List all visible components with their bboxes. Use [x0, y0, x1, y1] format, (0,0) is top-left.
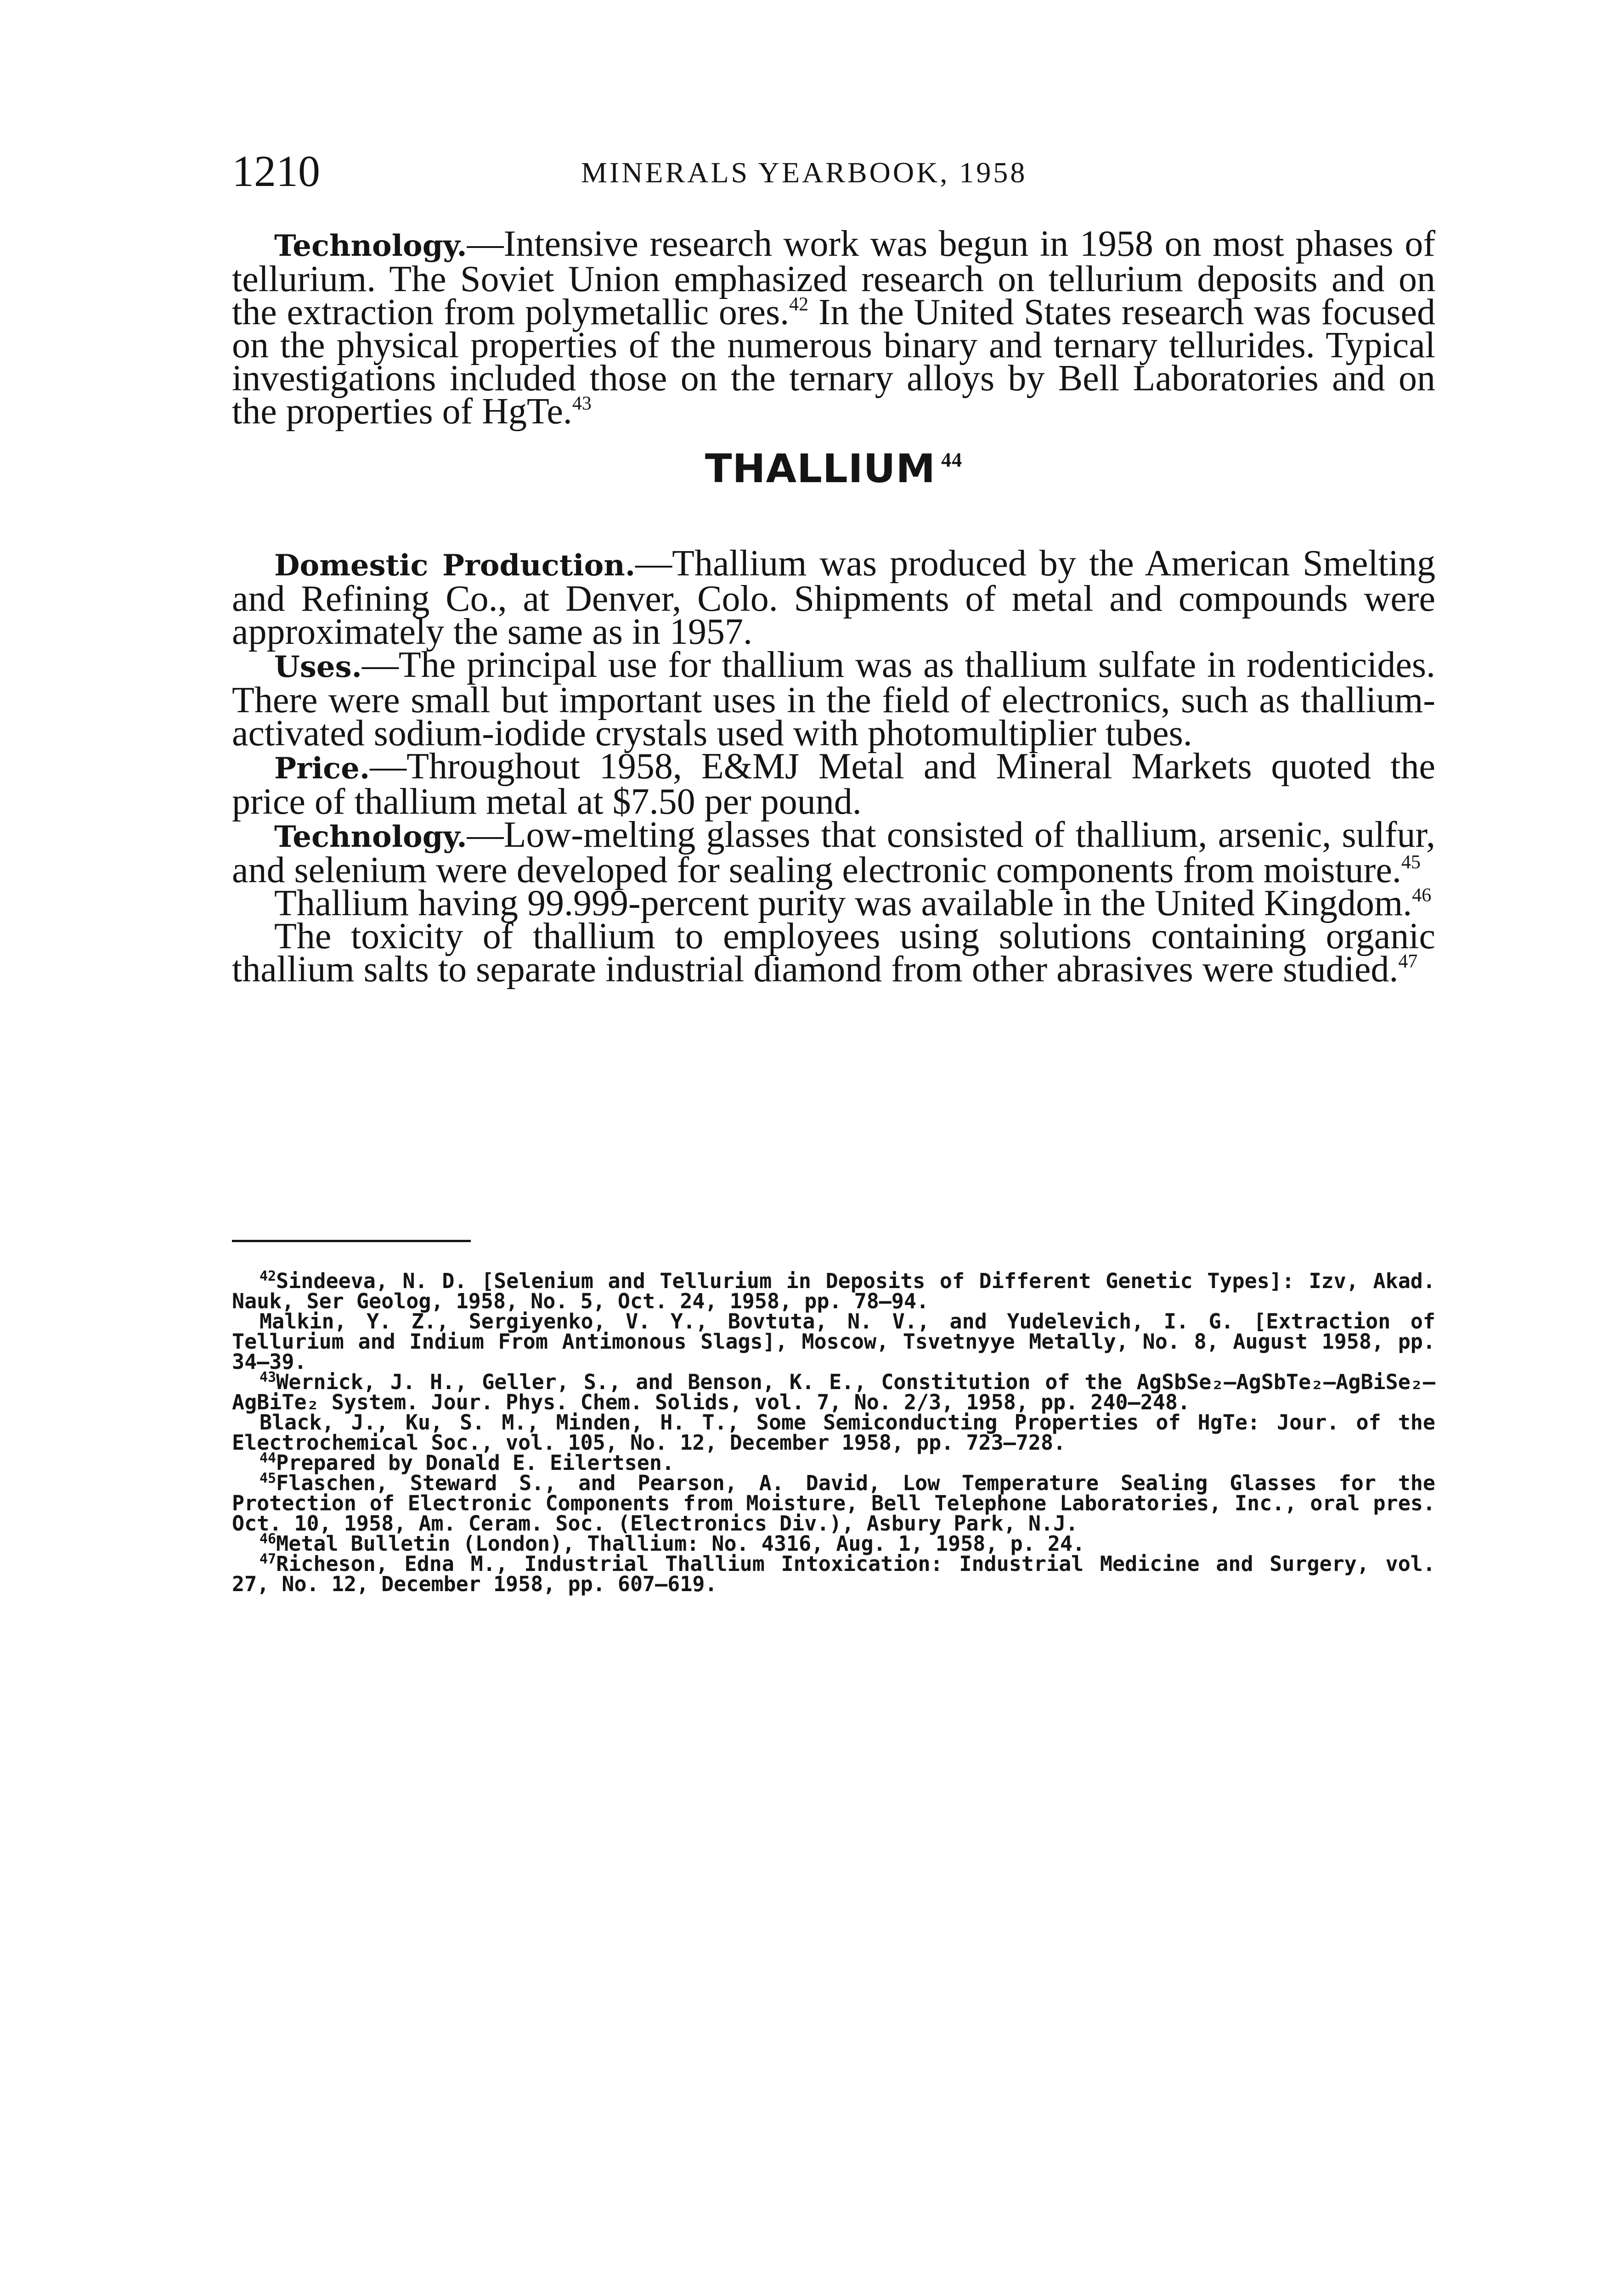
footnote-item [232, 1470, 1435, 1536]
footnote-item [232, 1531, 1435, 1556]
footnote-divider [232, 1240, 471, 1242]
domestic-production-paragraph [232, 543, 1435, 652]
footnote-text: Flaschen, Steward S., and Pearson, A. David, Low Temperature Sealing Glasses for the Protection of Electronic Components from Moisture, Bell Telephone Laboratories, Inc., oral pres. Oct. 10, 1958, Am. Ceram. Soc. (Electronics Div.), Asbury Park, N.J. [232, 1471, 1435, 1536]
footnote-item [232, 1450, 1435, 1475]
page-header [232, 146, 1435, 197]
footnote-text: Richeson, Edna M., Industrial Thallium Intoxication: Industrial Medicine and Surgery, vol. 27, No. 12, December 1958, pp. 607–619. [232, 1552, 1435, 1596]
footnote-number: 47 [260, 1551, 277, 1567]
footnote-ref: 46 [1412, 885, 1432, 906]
run-in-heading: Uses. [274, 650, 362, 684]
footnote-text: Malkin, Y. Z., Sergiyenko, V. Y., Bovtuta, N. V., and Yudelevich, I. G. [Extraction of Tellurium and Indium From Antimonous Slags], Moscow, Tsvetnyye Metally, No. 8, August 1958, pp. 34–39. [232, 1309, 1435, 1374]
footnote-item [232, 1412, 1435, 1453]
footnote-text: Black, J., Ku, S. M., Minden, H. T., Some Semiconducting Properties of HgTe: Jour. of the Electrochemical Soc., vol. 105, No. 12, December 1958, pp. 723–728. [232, 1410, 1435, 1455]
technology-paragraph [232, 815, 1435, 890]
footnote-text: Sindeeva, N. D. [Selenium and Tellurium in Deposits of Different Genetic Types]: Izv, Akad. Nauk, Ser Geolog, 1958, No. 5, Oct. 24, 1958, pp. 78–94. [232, 1269, 1435, 1313]
footnote-ref: 42 [789, 294, 809, 315]
purity-paragraph [232, 883, 1435, 923]
paragraph-text: In the United States research was focused on the physical properties of the numerous binary and ternary tellurides. Typical investigations included those on the ternary alloys by Bell Laboratories and on the properties of HgTe. [232, 292, 1435, 432]
run-in-heading: Domestic Production. [274, 548, 636, 583]
footnotes [232, 1268, 1435, 1596]
footnote-ref: 44 [941, 449, 963, 471]
toxicity-paragraph [232, 916, 1435, 990]
paragraph-text: —Thallium was produced by the American Smelting and Refining Co., at Denver, Colo. Shipments of metal and compounds were approximately the same as in 1957. [232, 543, 1435, 652]
body-text [232, 224, 1435, 990]
footnote-number: 43 [260, 1369, 277, 1385]
page-number: 1210 [232, 146, 320, 196]
footnote-number: 44 [260, 1450, 277, 1466]
paragraph-text: —Low-melting glasses that consisted of thallium, arsenic, sulfur, and selenium were developed for sealing electronic components from moisture. [232, 815, 1435, 890]
tellurium-technology-paragraph [232, 224, 1435, 432]
footnote-text: Metal Bulletin (London), Thallium: No. 4316, Aug. 1, 1958, p. 24. [276, 1531, 1085, 1556]
paragraph-text: —Throughout 1958, E&MJ Metal and Mineral Markets quoted the price of thallium metal at $7.50 per pound. [232, 746, 1435, 822]
footnote-text: Prepared by Donald E. Eilertsen. [276, 1451, 675, 1475]
section-title-text: THALLIUM [705, 446, 936, 492]
paragraph-text: Thallium having 99.999-percent purity was available in the United Kingdom. [274, 883, 1412, 923]
footnote-number: 46 [260, 1531, 277, 1547]
footnote-ref: 43 [572, 393, 592, 414]
footnote-item [232, 1311, 1435, 1372]
run-in-heading: Price. [274, 751, 370, 786]
footnote-number: 45 [260, 1470, 277, 1486]
section-title [232, 437, 1435, 492]
paragraph-text: —The principal use for thallium was as thallium sulfate in rodenticides. There were small but important uses in the field of electronics, such as thallium-activated sodium-iodide crystals used with photomultiplier tubes. [232, 645, 1435, 754]
paragraph-text: The toxicity of thallium to employees using solutions containing organic thallium salts to separate industrial diamond from other abrasives were studied. [232, 916, 1435, 990]
footnote-item [232, 1268, 1435, 1313]
price-paragraph [232, 746, 1435, 822]
footnote-number: 42 [260, 1268, 277, 1284]
uses-paragraph [232, 645, 1435, 754]
footnote-ref: 47 [1398, 951, 1418, 972]
paragraph-text: —Intensive research work was begun in 1958 on most phases of tellurium. The Soviet Union emphasized research on tellurium deposits and on the extraction from polymetallic ores. [232, 224, 1435, 332]
running-title: MINERALS YEARBOOK, 1958 [581, 156, 1027, 189]
run-in-heading: Technology. [274, 820, 467, 854]
footnote-item [232, 1369, 1435, 1414]
run-in-heading: Technology. [274, 229, 467, 263]
footnote-text: Wernick, J. H., Geller, S., and Benson, K. E., Constitution of the AgSbSe₂–AgSbTe₂–AgBiSe₂–AgBiTe₂ System. Jour. Phys. Chem. Solids, vol. 7, No. 2/3, 1958, pp. 240–248. [232, 1370, 1435, 1414]
footnote-item [232, 1551, 1435, 1596]
footnote-ref: 45 [1401, 852, 1421, 873]
